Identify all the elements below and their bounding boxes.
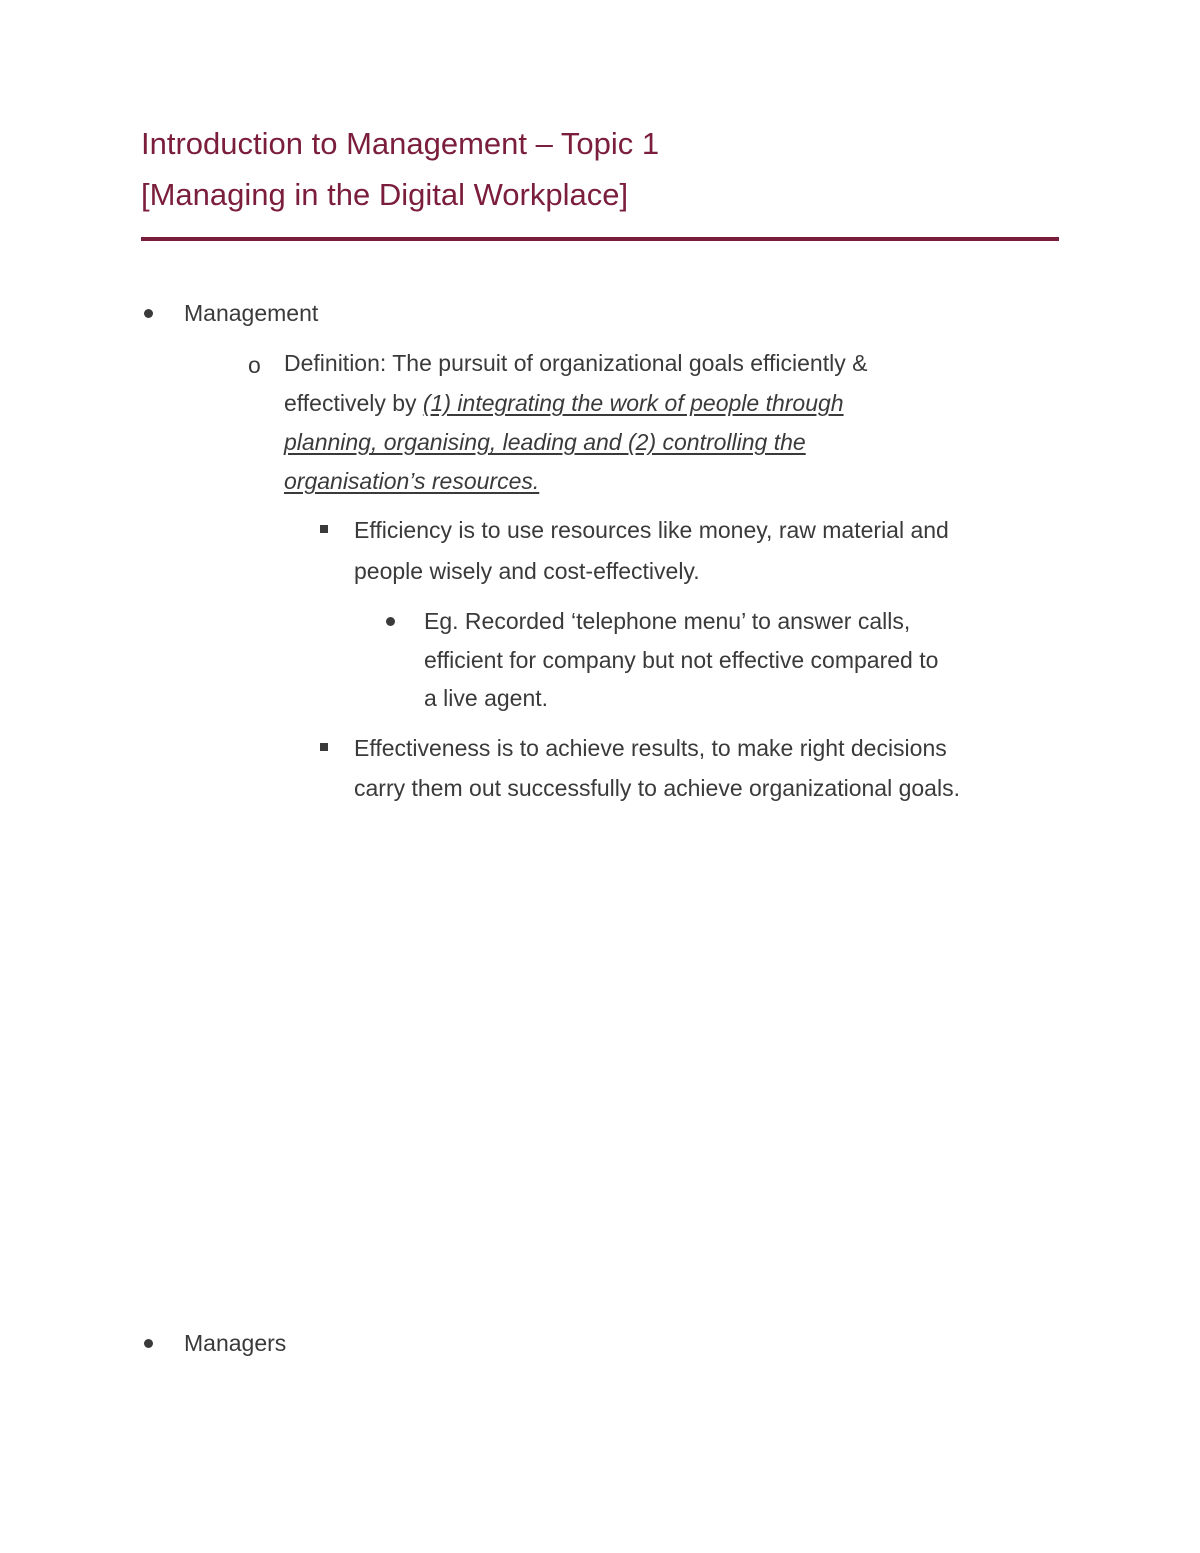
- effectiveness-line-2: carry them out successfully to achieve organizational goals.: [354, 775, 960, 801]
- definition-line-3: planning, organising, leading and (2) controlling the: [284, 429, 806, 455]
- bullet-icon: [144, 1339, 153, 1348]
- efficiency-line-1: Efficiency is to use resources like money, raw material and: [354, 517, 949, 543]
- definition-line-4: organisation’s resources.: [284, 468, 540, 494]
- circle-bullet-icon: o: [248, 352, 261, 378]
- title-divider: [141, 237, 1059, 241]
- bullet-icon: [144, 309, 153, 318]
- effectiveness-line-1: Effectiveness is to achieve results, to make right decisions: [354, 735, 947, 761]
- definition-text: effectively by: [284, 390, 423, 416]
- efficiency-line-2: people wisely and cost-effectively.: [354, 558, 700, 584]
- document-title: Introduction to Management – Topic 1: [141, 126, 660, 161]
- outline-item-managers: Managers: [184, 1330, 287, 1356]
- document-subtitle: [Managing in the Digital Workplace]: [141, 177, 629, 212]
- outline-item-management: Management: [184, 300, 319, 326]
- definition-line-2: [284, 388, 844, 418]
- square-bullet-icon: [320, 743, 328, 751]
- square-bullet-icon: [320, 525, 328, 533]
- definition-emphasis: (1) integrating the work of people through: [422, 390, 844, 416]
- example-line-1: Eg. Recorded ‘telephone menu’ to answer calls,: [424, 608, 911, 634]
- bullet-icon: [386, 617, 395, 626]
- example-line-2: efficient for company but not effective compared to: [424, 647, 939, 673]
- example-line-3: a live agent.: [424, 685, 549, 711]
- definition-line-1: Definition: The pursuit of organizational goals efficiently &: [284, 350, 868, 376]
